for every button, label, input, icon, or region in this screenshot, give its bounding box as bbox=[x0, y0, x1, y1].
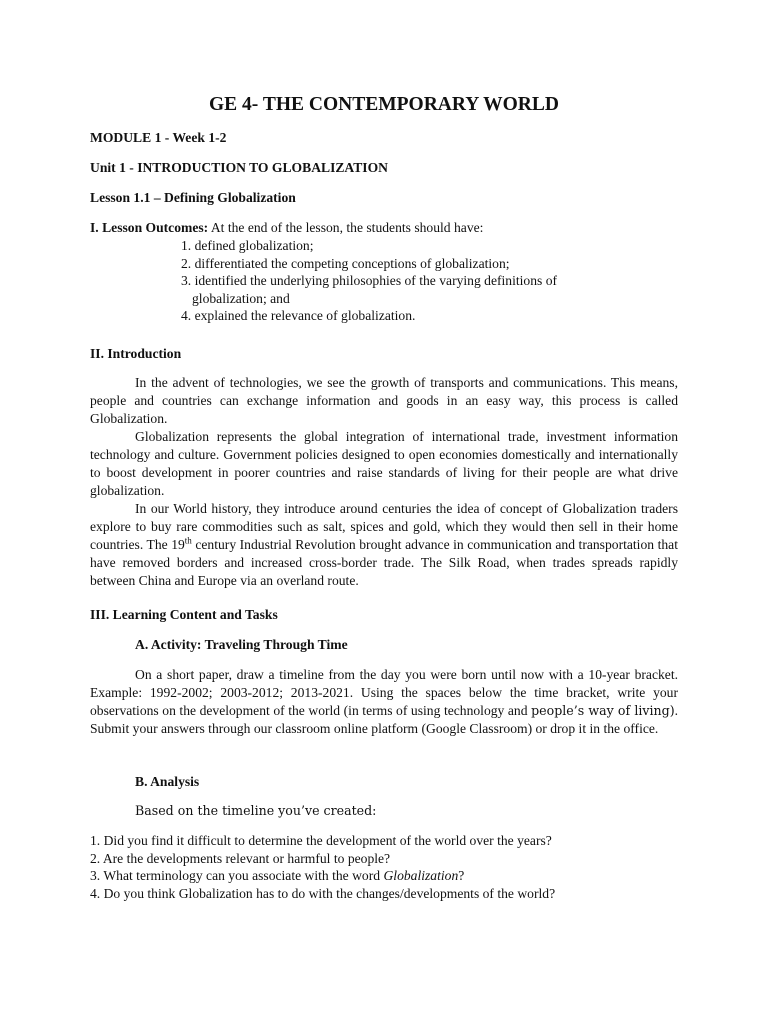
question-3-emphasis: Globalization bbox=[383, 868, 459, 884]
analysis-heading: B. Analysis bbox=[135, 774, 200, 789]
analysis-questions bbox=[90, 832, 555, 902]
module-heading: MODULE 1 - Week 1-2 bbox=[90, 130, 227, 145]
unit-heading: Unit 1 - INTRODUCTION TO GLOBALIZATION bbox=[90, 160, 388, 175]
list-item: 2. Are the developments relevant or harmful to people? bbox=[90, 850, 391, 866]
list-item: 4. Do you think Globalization has to do with the changes/developments of the world? bbox=[90, 885, 556, 901]
intro-paragraph-3 bbox=[90, 500, 678, 590]
outcomes-label: I. Lesson Outcomes: bbox=[90, 220, 209, 235]
list-item: 3. identified the underlying philosophies of the varying definitions of bbox=[181, 273, 558, 289]
activity-body bbox=[90, 666, 678, 738]
list-item: 4. explained the relevance of globalization. bbox=[181, 308, 416, 324]
question-3-text: 3. What terminology can you associate with the word bbox=[90, 868, 384, 884]
list-item bbox=[90, 867, 555, 885]
list-item bbox=[181, 290, 557, 308]
superscript-th: th bbox=[184, 535, 192, 546]
list-item: 1. Did you find it difficult to determine the development of the world over the years? bbox=[90, 833, 552, 848]
learning-heading: III. Learning Content and Tasks bbox=[90, 607, 278, 622]
activity-paragraph bbox=[90, 666, 678, 738]
activity-heading: A. Activity: Traveling Through Time bbox=[135, 637, 348, 652]
lesson-heading: Lesson 1.1 – Defining Globalization bbox=[90, 190, 296, 205]
intro-body bbox=[90, 374, 678, 590]
question-3-end: ? bbox=[458, 868, 465, 884]
document-title: GE 4- THE CONTEMPORARY WORLD bbox=[209, 94, 559, 115]
outcomes-intro: At the end of the lesson, the students should have: bbox=[208, 220, 484, 235]
outcomes-line bbox=[90, 219, 483, 237]
activity-text-alt: people’s way of living) bbox=[531, 703, 675, 718]
activity-text-cont: . Submit your answers through our classroom online platform (Google Classroom) or drop it in the office. bbox=[90, 703, 679, 736]
intro-paragraph-3-text-cont: century Industrial Revolution brought advance in communication and transportation that have removed borders and increased cross-border trade. The Silk Road, when trades spreads rapidly between China and Europe via an overland route. bbox=[90, 537, 678, 588]
list-item: 2. differentiated the competing conceptions of globalization; bbox=[181, 255, 510, 271]
list-item-continuation: globalization; and bbox=[192, 290, 290, 306]
intro-paragraph-2: Globalization represents the global integration of international trade, investment information technology and culture. Government policies designed to open economies domestically and internationally to boost development in poorer countries and raise standards of living for their people are what drive globalization. bbox=[90, 429, 678, 498]
analysis-lead: Based on the timeline you’ve created: bbox=[135, 803, 377, 818]
intro-heading: II. Introduction bbox=[90, 346, 182, 361]
list-item: 1. defined globalization; bbox=[181, 238, 314, 253]
activity-text: On a short paper, draw a timeline from the day you were born until now with a 10-year bracket. Example: 1992-2002; 2003-2012; 2013-2021. Using the spaces below the time bracket, write your observations on the development of the world (in terms of using technology and bbox=[90, 667, 678, 718]
intro-paragraph-3-text: In our World history, they introduce around centuries the idea of concept of Globalization traders explore to buy rare commodities such as salt, spices and gold, which they would then sell in their home countries. The 19 bbox=[90, 501, 678, 552]
outcomes-list bbox=[181, 237, 557, 325]
intro-paragraph-1: In the advent of technologies, we see the growth of transports and communications. This means, people and countries can exchange information and goods in an easy way, this process is called Globalization. bbox=[90, 375, 678, 426]
